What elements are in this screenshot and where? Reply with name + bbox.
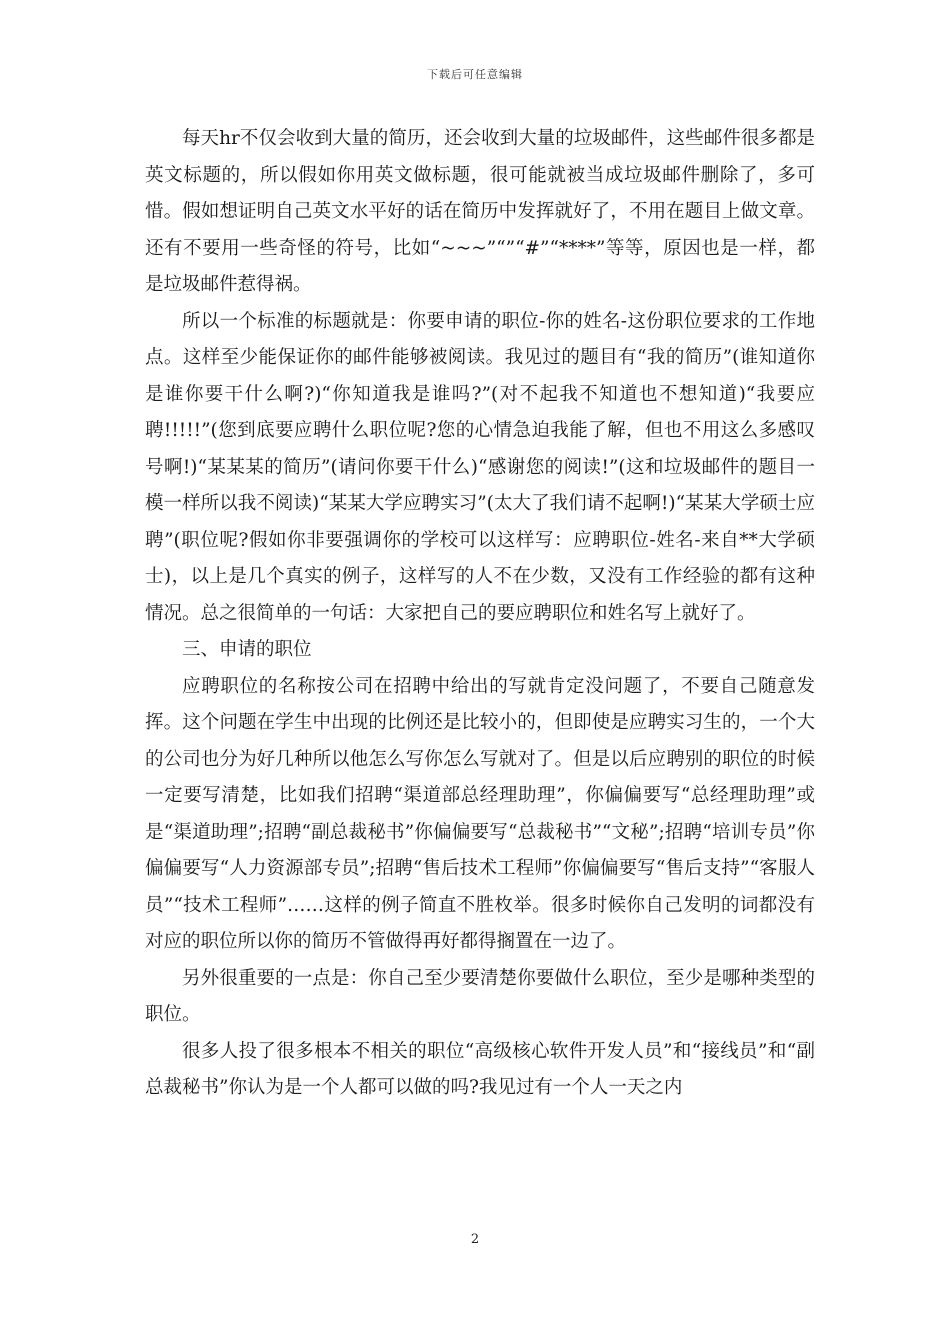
paragraph-standard-title: 所以一个标准的标题就是：你要申请的职位-你的姓名-这份职位要求的工作地点。这样至少能保证你的邮件能够被阅读。我见过的题目有“我的简历”(谁知道你是谁你要干什么啊?)“你知道我是谁吗?”(对不起我不知道也不想知道)“我要应聘!!!!!”(您到底要应聘什么职位呢?您的心情急迫我能了解，但也不用这么多感叹号啊!)“某某某的简历”(请问你要干什么)“感谢您的阅读!”(这和垃圾邮件的题目一模一样所以我不阅读)“某某大学应聘实习”(太大了我们请不起啊!)“某某大学硕士应聘”(职位呢?假如你非要强调你的学校可以这样写：应聘职位-姓名-来自**大学硕士)，以上是几个真实的例子，这样写的人不在少数，又没有工作经验的都有这种情况。总之很简单的一句话：大家把自己的要应聘职位和姓名写上就好了。 (145, 310, 815, 624)
paragraph-know-position: 另外很重要的一点是：你自己至少要清楚你要做什么职位，至少是哪种类型的职位。 (145, 967, 815, 1025)
section-heading-position: 三、申请的职位 (182, 639, 312, 660)
paragraph-unrelated-positions: 很多人投了很多根本不相关的职位“高级核心软件开发人员”和“接线员”和“副总裁秘书”你认为是一个人都可以做的吗?我见过有一个人一天之内 (145, 1040, 815, 1098)
paragraph-spam-title: 每天hr不仅会收到大量的简历，还会收到大量的垃圾邮件，这些邮件很多都是英文标题的，所以假如你用英文做标题，很可能就被当成垃圾邮件删除了，多可惜。假如想证明自己英文水平好的话在简历中发挥就好了，不用在题目上做文章。还有不要用一些奇怪的符号，比如“~~~”“”“#”“****”等等，原因也是一样，都是垃圾邮件惹得祸。 (145, 128, 815, 295)
paragraph-position-name: 应聘职位的名称按公司在招聘中给出的写就肯定没问题了，不要自己随意发挥。这个问题在学生中出现的比例还是比较小的，但即使是应聘实习生的，一个大的公司也分为好几种所以他怎么写你怎么写就对了。但是以后应聘别的职位的时候一定要写清楚，比如我们招聘“渠道部总经理助理”，你偏偏要写“总经理助理”或是“渠道助理”;招聘“副总裁秘书”你偏偏要写“总裁秘书”“文秘”;招聘“培训专员”你偏偏要写“人力资源部专员”;招聘“售后技术工程师”你偏偏要写“售后支持”“客服人员”“技术工程师”……这样的例子简直不胜枚举。很多时候你自己发明的词都没有对应的职位所以你的简历不管做得再好都得搁置在一边了。 (145, 675, 815, 952)
page-header: 下载后可任意编辑 (427, 68, 523, 81)
page-number: 2 (470, 1232, 480, 1247)
document-body (145, 121, 815, 1107)
